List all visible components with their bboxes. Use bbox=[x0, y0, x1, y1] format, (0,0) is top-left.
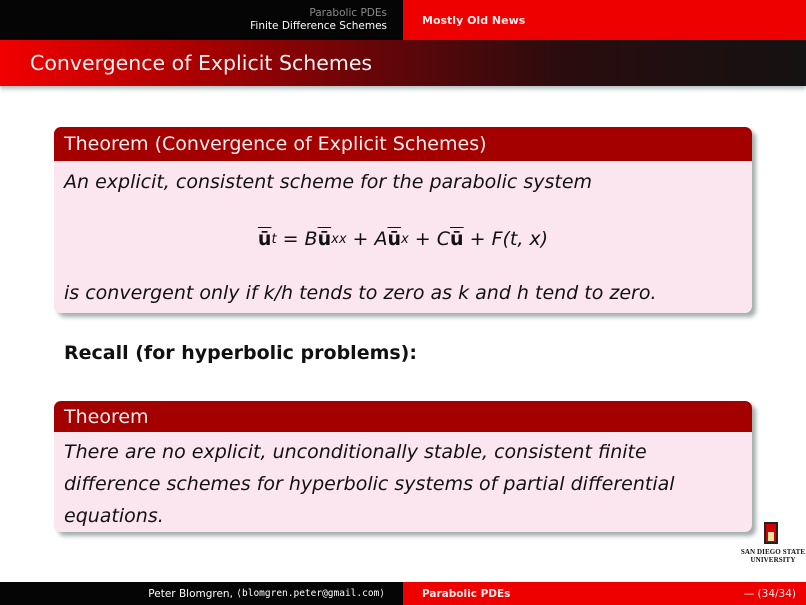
logo-line1: SAN DIEGO STATE bbox=[740, 548, 806, 556]
recall-heading: Recall (for hyperbolic problems): bbox=[64, 342, 417, 364]
footer bbox=[0, 582, 806, 605]
footer-short-title[interactable]: Parabolic PDEs bbox=[422, 587, 511, 600]
eq-plus: + bbox=[408, 228, 437, 250]
footer-left bbox=[0, 582, 403, 605]
footer-email: ⟨blomgren.peter@gmail.com⟩ bbox=[236, 588, 385, 599]
theorem-block-body bbox=[54, 161, 752, 311]
eq-equals: = bbox=[276, 228, 305, 250]
header-navigation bbox=[0, 0, 806, 40]
footer-author: Peter Blomgren, bbox=[148, 587, 233, 600]
theorem-intro: An explicit, consistent scheme for the parabolic system bbox=[64, 171, 593, 193]
nav-section-link[interactable]: Parabolic PDEs bbox=[309, 7, 387, 19]
logo-line2: UNIVERSITY bbox=[750, 556, 796, 564]
eq-coef-a: A bbox=[374, 228, 388, 250]
eq-lhs: $\overline{ū}$ bbox=[257, 228, 272, 250]
footer-right bbox=[403, 582, 806, 605]
theorem-line: There are no explicit, unconditionally stable, consistent finite bbox=[64, 441, 647, 463]
eq-plus: + bbox=[346, 228, 375, 250]
nav-subsection-link[interactable]: Finite Difference Schemes bbox=[250, 20, 387, 32]
theorem-conclusion: is convergent only if k/h tends to zero as k and h tend to zero. bbox=[64, 282, 657, 304]
eq-var: $\overline{ū}$ bbox=[387, 228, 402, 250]
theorem-title: Theorem (Convergence of Explicit Schemes) bbox=[64, 133, 487, 155]
theorem-block-header bbox=[54, 401, 752, 432]
eq-forcing-term: F(t, x) bbox=[491, 228, 549, 250]
eq-coef-c: C bbox=[436, 228, 451, 250]
theorem-block-hyperbolic bbox=[54, 401, 752, 532]
frame-title: Convergence of Explicit Schemes bbox=[30, 51, 373, 75]
sdsu-shield-icon bbox=[764, 522, 778, 544]
nav-current-section-link[interactable]: Mostly Old News bbox=[422, 13, 526, 27]
theorem-block-convergence bbox=[54, 127, 752, 313]
sdsu-logo bbox=[740, 518, 806, 568]
header-left bbox=[0, 0, 403, 40]
eq-lhs-sub: t bbox=[271, 231, 277, 247]
theorem-block-header bbox=[54, 127, 752, 161]
eq-var: $\overline{ū}$ bbox=[317, 228, 332, 250]
theorem-line: equations. bbox=[64, 505, 164, 527]
eq-coef-b: B bbox=[304, 228, 318, 250]
eq-plus: + bbox=[463, 228, 492, 250]
eq-var: $\overline{ū}$ bbox=[450, 228, 464, 250]
header-right bbox=[403, 0, 806, 40]
parabolic-system-equation bbox=[64, 203, 742, 275]
theorem-block-body bbox=[54, 432, 752, 532]
frame-title-bar bbox=[0, 40, 806, 86]
eq-sub-xx: xx bbox=[331, 231, 347, 247]
footer-page-number: — (34/34) bbox=[743, 587, 796, 600]
eq-sub-x: x bbox=[401, 231, 409, 247]
theorem-line: difference schemes for hyperbolic systems of partial differential bbox=[64, 473, 675, 495]
theorem-title: Theorem bbox=[64, 405, 149, 428]
